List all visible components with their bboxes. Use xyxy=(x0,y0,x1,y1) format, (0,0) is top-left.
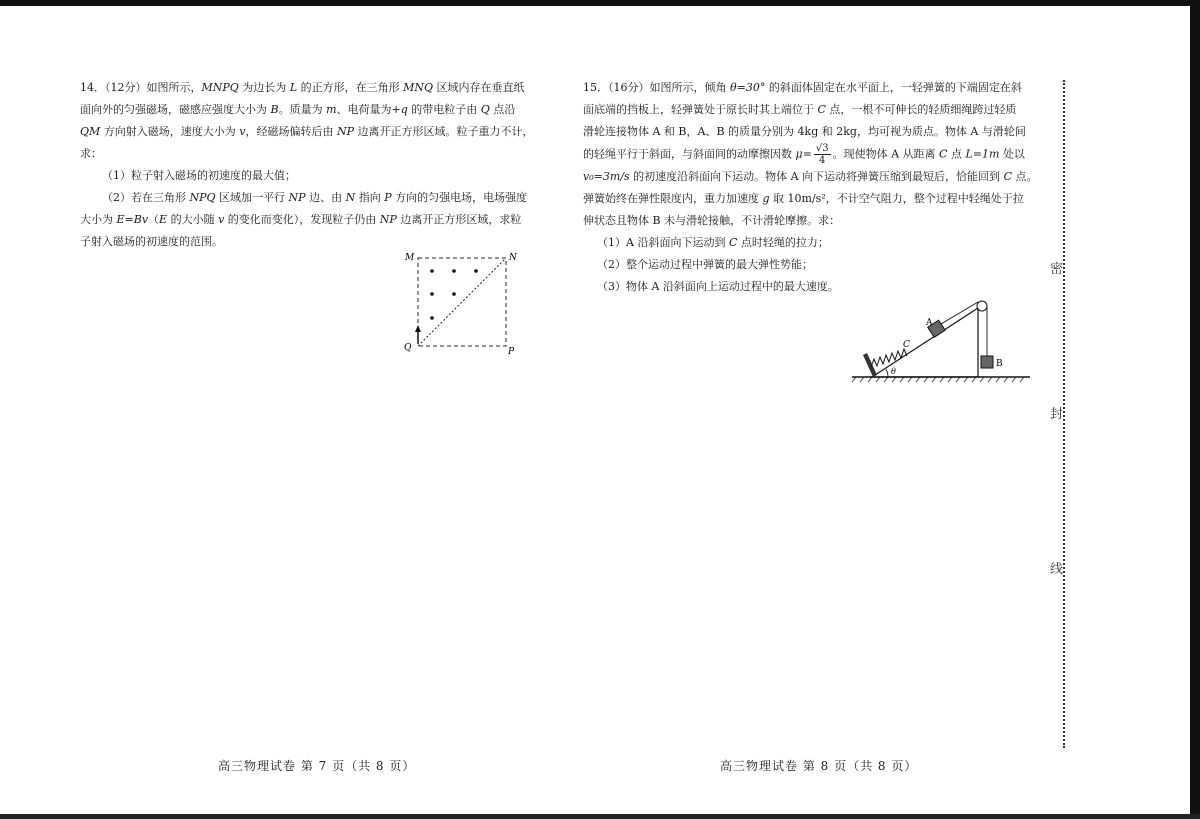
q15-sub-question-1: （1）A 沿斜面向下运动到 C 点时轻绳的拉力； xyxy=(597,236,829,249)
label-B: B xyxy=(996,359,1003,369)
label-M: M xyxy=(405,253,415,263)
q15-line-3: 滑轮连接物体 A 和 B，A、B 的质量分别为 4kg 和 2kg，均可视为质点。物体 A 与滑轮间 xyxy=(583,125,1026,138)
q14-figure-square xyxy=(400,248,525,360)
q14-line-3: QM 方向射入磁场，速度大小为 v，经磁场偏转后由 NP 边离开正方形区域。粒子重力不计， xyxy=(80,125,534,138)
footer-page-7: 高三物理试卷 第 7 页（共 8 页） xyxy=(218,759,416,773)
pulley xyxy=(977,301,987,311)
q14-sub-question-2-line-2: 大小为 E=Bv（E 的大小随 v 的变化而变化），发现粒子仍由 NP 边离开正方形区域，求粒 xyxy=(80,213,522,226)
field-dot xyxy=(430,316,434,320)
q15-line-6: 弹簧始终在弹性限度内，重力加速度 g 取 10m/s²，不计空气阻力，整个过程中轻绳处于拉 xyxy=(583,192,1024,205)
binding-char-seal: 密 xyxy=(1050,255,1063,280)
q15-sub-question-2: （2）整个运动过程中弹簧的最大弹性势能； xyxy=(597,258,813,271)
q15-line-1: 15．（16分）如图所示，倾角 θ=30° 的斜面体固定在水平面上，一轻弹簧的下端固定在斜 xyxy=(583,81,1022,94)
binding-line xyxy=(1063,80,1065,748)
scan-bottom-edge xyxy=(0,814,1200,819)
q14-sub-question-2: （2）若在三角形 NPQ 区域加一平行 NP 边、由 N 指向 P 方向的匀强电场，电场强度 xyxy=(102,191,528,204)
angle-arc xyxy=(886,369,888,377)
question-15 xyxy=(583,77,1038,298)
block-B xyxy=(981,356,993,368)
velocity-arrow-head xyxy=(415,325,421,332)
q15-figure-incline xyxy=(850,298,1035,383)
label-theta: θ xyxy=(891,367,896,376)
field-dot xyxy=(430,269,434,273)
q14-sub-question-2-line-3: 子射入磁场的初速度的范围。 xyxy=(80,235,223,248)
label-C: C xyxy=(903,340,910,350)
label-P: P xyxy=(508,347,515,357)
field-dot xyxy=(430,292,434,296)
field-dot xyxy=(452,269,456,273)
incline-body xyxy=(872,308,978,377)
label-Q: Q xyxy=(404,343,412,353)
q14-line-1: 14．（12分）如图所示，MNPQ 为边长为 L 的正方形，在三角形 MNQ 区域内存在垂直纸 xyxy=(80,81,525,94)
q15-line-7: 伸状态且物体 B 未与滑轮接触，不计滑轮摩擦。求： xyxy=(583,214,841,227)
q15-line-5: v₀=3m/s 的初速度沿斜面向下运动。物体 A 向下运动将弹簧压缩到最短后，恰能回到 C 点。 xyxy=(583,170,1038,183)
q15-sub-question-3: （3）物体 A 沿斜面向上运动过程中的最大速度。 xyxy=(597,280,839,293)
label-N: N xyxy=(509,253,517,263)
scan-right-edge xyxy=(1190,0,1200,819)
label-A: A xyxy=(926,318,933,328)
q14-sub-question-1: （1）粒子射入磁场的初速度的最大值； xyxy=(102,169,296,182)
q15-line-4: 的轻绳平行于斜面，与斜面间的动摩擦因数 μ= $\frac{√3}{4}$ 。现使物体 A 从距离 C 点 L=1m 处以 xyxy=(583,143,1025,166)
question-14 xyxy=(80,77,535,253)
mu-fraction: $\frac{√3}{4}$ xyxy=(815,143,829,166)
binding-char-line: 线 xyxy=(1050,555,1063,580)
field-dot xyxy=(474,269,478,273)
q14-line-2: 面向外的匀强磁场，磁感应强度大小为 B。质量为 m、电荷量为+q 的带电粒子由 Q 点沿 xyxy=(80,103,516,116)
footer-page-8: 高三物理试卷 第 8 页（共 8 页） xyxy=(720,759,918,773)
binding-char-close: 封 xyxy=(1050,400,1063,425)
q15-line-2: 面底端的挡板上，轻弹簧处于原长时其上端位于 C 点，一根不可伸长的轻质细绳跨过轻质 xyxy=(583,103,1017,116)
field-dot xyxy=(452,292,456,296)
scan-top-edge xyxy=(0,0,1200,6)
barrier-plate xyxy=(863,353,877,377)
q14-line-4: 求： xyxy=(80,147,102,160)
